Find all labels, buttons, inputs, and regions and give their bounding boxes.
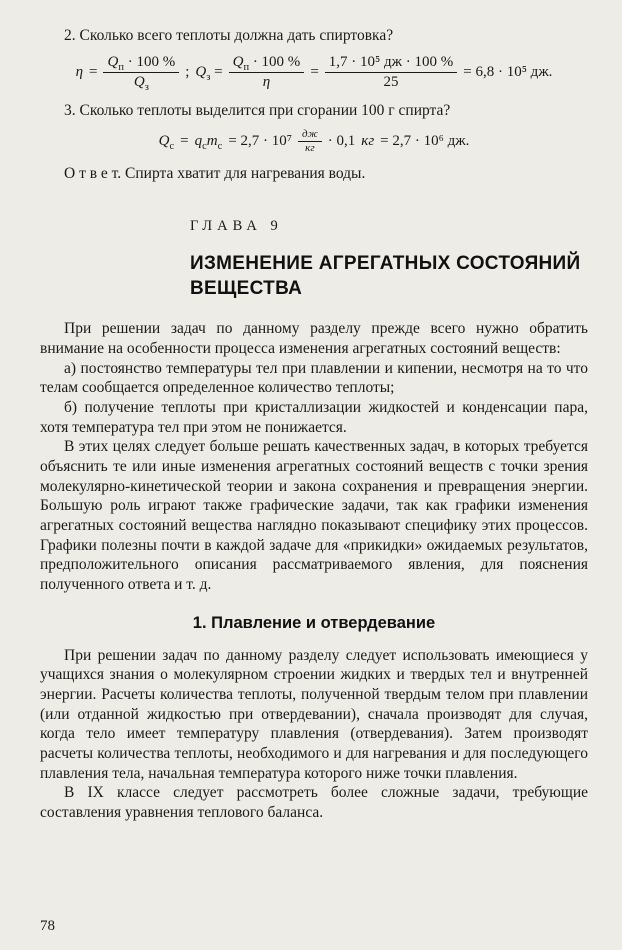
equals-sign: = — [89, 64, 98, 81]
math-text: · 100 % — [123, 53, 176, 70]
fraction-numerator: 1,7 · 10⁵ дж · 100 % — [325, 54, 457, 74]
answer-line — [40, 164, 588, 184]
formula-result: = 6,8 · 10⁵ дж. — [463, 64, 553, 81]
subscript: с — [169, 141, 175, 153]
chapter-heading — [190, 217, 588, 301]
chapter-title: ИЗМЕНЕНИЕ АГРЕГАТНЫХ СОСТОЯНИЙ ВЕЩЕСТВА — [190, 252, 581, 299]
section-paragraph: В IX классе следует рассмотреть более сложные задачи, требующие составления уравнения теплового баланса. — [40, 784, 588, 821]
section-paragraph: При решении задач по данному разделу следует использовать имеющиеся у учащихся знания о молекулярном строении жидких и твердых тел и внутренней энергии. Расчеты количества теплоты, полученной твердым телом при плавлении (или отданной жидкостью при отвердевании), сначала производят для случая, когда тело имеет температуру плавления (отвердевания). Затем производят расчеты количества теплоты, необходимого и для нагревания и для последующего плавления тела, начальная температура которого ниже точки плавления. — [40, 646, 588, 782]
formula-result: = 2,7 · 10⁶ дж. — [380, 133, 470, 150]
question-3: 3. Сколько теплоты выделится при сгорании 100 г спирта? — [64, 102, 451, 120]
answer-label: О т в е т. — [64, 164, 122, 182]
equals-sign: = — [214, 64, 223, 81]
math-coefficient: = 2,7 · 10⁷ — [228, 133, 292, 150]
math-symbol: Q — [158, 133, 170, 150]
equals-sign: = — [310, 64, 319, 81]
subscript: п — [243, 61, 250, 73]
math-symbol: Q — [107, 53, 119, 70]
fraction-denominator — [134, 73, 149, 92]
subscript: с — [202, 141, 207, 153]
subscript: с — [217, 141, 223, 153]
fraction-denominator: 25 — [383, 74, 399, 91]
fraction — [229, 54, 305, 92]
list-item-a: а) постоянство температуры тел при плавлении и кипении, несмотря на то что телам сообщается определенное количество теплоты; — [40, 359, 588, 397]
fraction-numerator: дж — [298, 129, 322, 143]
math-symbol: Q — [133, 74, 145, 91]
subscript: п — [118, 61, 124, 73]
formula-heat-of-combustion — [40, 129, 588, 155]
list-item-b: б) получение теплоты при кристаллизации жидкостей и конденсации пара, хотя температура тел при этом не понижается. — [40, 398, 588, 436]
math-symbol: Q — [232, 53, 244, 70]
fraction-denominator: η — [262, 74, 271, 91]
math-term — [159, 132, 175, 151]
fraction-denominator: кг — [305, 142, 315, 155]
formula-efficiency — [40, 54, 588, 92]
math-term — [195, 63, 222, 82]
math-symbol: q — [194, 133, 203, 150]
math-symbol: Q — [195, 64, 207, 81]
subscript: з — [144, 82, 149, 94]
fraction — [103, 54, 179, 92]
math-symbol: m — [206, 133, 218, 150]
question-2: 2. Сколько всего теплоты должна дать спиртовка? — [64, 27, 394, 44]
unit-fraction — [298, 129, 322, 155]
equals-sign: = — [180, 133, 189, 150]
math-term — [195, 132, 223, 151]
section-heading: 1. Плавление и отвердевание — [192, 613, 436, 632]
chapter-paragraph: В этих целях следует больше решать качественных задач, в которых требуется объяснить те или иные изменения агрегатных состояний веществ с точки зрения молекулярно-кинетической теории и закона сохранения и превращения энергии. Большую роль играют также графические задачи, так как графики изменения агрегатных состояний вещества наглядно показывают специфику этих процессов. Графики полезны почти в каждой задаче для «прикидки» ожидаемых результатов, предположительного описания рассматриваемого явления, для пояснения полученного ответа и т. д. — [40, 438, 588, 593]
fraction-numerator — [229, 54, 305, 74]
eta-symbol: η — [75, 64, 84, 81]
fraction — [325, 54, 457, 92]
unit-kg: кг — [361, 133, 375, 150]
chapter-intro-paragraph: При решении задач по данному разделу прежде всего нужно обратить внимание на особенности процесса изменения агрегатных состояний веществ: — [40, 320, 588, 357]
semicolon: ; — [185, 64, 190, 81]
answer-text: Спирта хватит для нагревания воды. — [125, 164, 366, 182]
subscript: з — [206, 72, 211, 84]
page-number: 78 — [40, 917, 55, 934]
fraction-numerator — [103, 54, 179, 74]
math-text: · 0,1 — [327, 133, 356, 150]
chapter-label: ГЛАВА 9 — [190, 218, 283, 235]
math-text: · 100 % — [249, 53, 301, 70]
